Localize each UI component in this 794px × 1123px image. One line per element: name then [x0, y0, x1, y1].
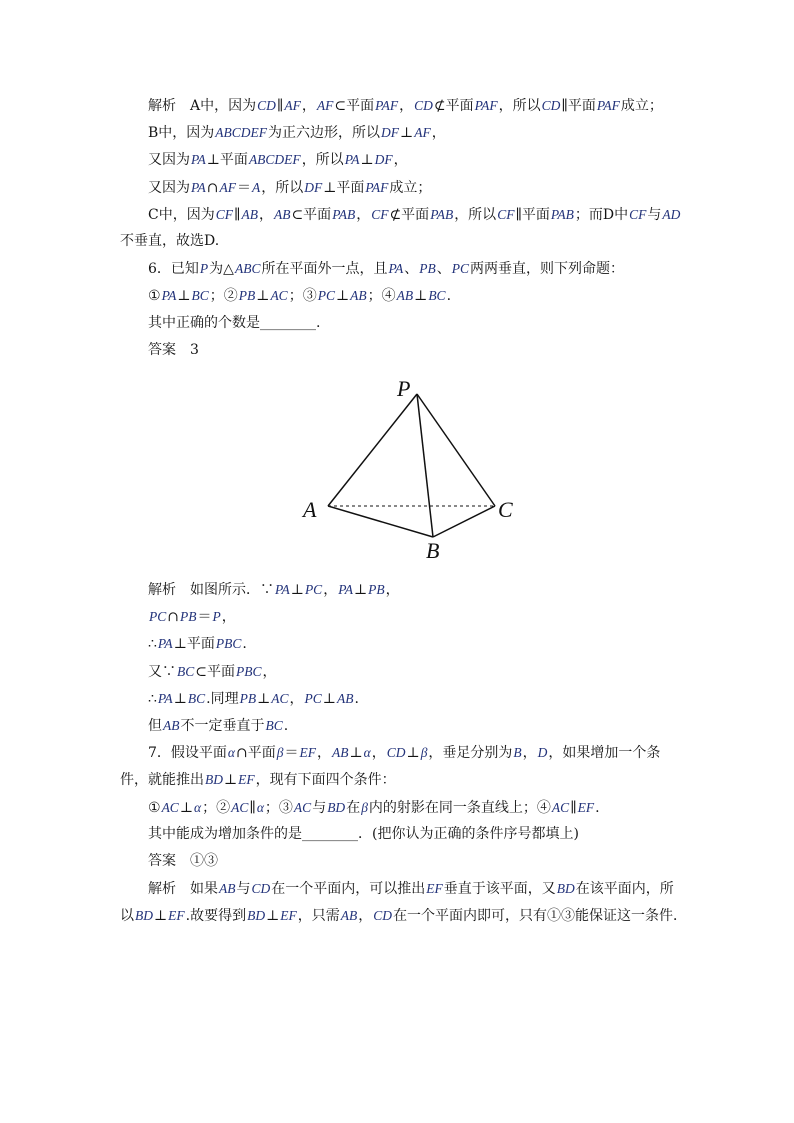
math-variable: β — [361, 799, 368, 815]
math-variable: BD — [247, 908, 266, 924]
text-run: ∥平面 — [561, 98, 596, 114]
text-run: 在一个平面内，可以推出 — [271, 881, 426, 898]
math-variable: EF — [238, 772, 255, 788]
math-variable: PC — [304, 582, 323, 597]
text-run: ， — [399, 98, 414, 114]
vertex-label-b: B — [426, 538, 440, 563]
text-run: ⊥ — [173, 690, 187, 707]
math-variable: AB — [273, 206, 291, 222]
edge-ab — [328, 506, 433, 537]
math-variable: AF — [414, 125, 431, 141]
text-run: 内的射影在同一条直线上；④ — [368, 799, 551, 816]
text-run: 6．已知 — [148, 261, 199, 278]
text-run: 件，就能推出 — [120, 772, 204, 789]
text-run: 其中正确的个数是________. — [148, 314, 321, 331]
math-variable: BD — [556, 881, 575, 897]
text-run: 解析 A中，因为 — [148, 98, 257, 114]
edge-pa — [328, 394, 417, 506]
text-run: ⊥ — [414, 288, 428, 305]
math-variable: PA — [191, 179, 206, 195]
math-variable: AC — [551, 799, 570, 815]
math-variable: AB — [336, 690, 354, 706]
text-run: ＝ — [237, 179, 251, 196]
math-variable: CF — [215, 206, 233, 222]
text-run: 7．假设平面 — [148, 745, 227, 762]
text-run: . — [446, 288, 452, 305]
math-variable: CD — [251, 881, 271, 897]
math-variable: β — [276, 745, 284, 761]
math-variable: ABC — [234, 261, 261, 277]
math-variable: AB — [340, 908, 358, 924]
math-variable: A — [252, 179, 261, 195]
math-variable: α — [194, 799, 202, 815]
math-variable: AF — [219, 179, 236, 195]
text-run: 但 — [148, 717, 162, 734]
vertex-label-p: P — [397, 376, 411, 401]
text-run: ∥ — [233, 206, 241, 223]
math-variable: DF — [381, 125, 400, 141]
q6-solution-line — [120, 712, 720, 739]
text-run: 在该平面内，所 — [575, 881, 674, 898]
math-variable: PBC — [236, 663, 262, 679]
text-run: ⊥ — [349, 745, 363, 762]
math-variable: PB — [368, 582, 385, 597]
text-run: ， — [385, 582, 400, 598]
text-run: ∩ — [206, 179, 219, 196]
math-variable: AB — [396, 288, 414, 304]
text-run: ⊥ — [257, 690, 271, 707]
text-run: ⊂平面 — [195, 663, 235, 680]
text-run: ⊥ — [154, 908, 168, 925]
text-run: 不垂直，故选D. — [120, 232, 220, 249]
math-variable: α — [256, 799, 264, 815]
upper-text-block — [120, 92, 720, 364]
math-variable: AF — [284, 98, 301, 113]
text-run: ，所以 — [301, 152, 344, 169]
math-variable: PAB — [332, 206, 356, 222]
text-run: 所在平面外一点，且 — [261, 261, 388, 278]
q7-solution-line — [120, 875, 720, 902]
q6-solution-line — [120, 658, 720, 685]
text-run: . — [595, 799, 600, 816]
q6-answer-line — [120, 337, 720, 364]
math-variable: AC — [231, 799, 249, 815]
math-variable: CD — [386, 745, 406, 761]
text-run: ，如果增加一个条 — [548, 745, 661, 762]
math-variable: CD — [373, 908, 393, 924]
text-run: 为△ — [209, 261, 234, 278]
math-variable: PC — [451, 261, 469, 277]
math-variable: PAB — [430, 206, 454, 222]
text-run: 不一定垂直于 — [180, 717, 265, 734]
math-variable: PA — [388, 261, 404, 277]
math-variable: BC — [191, 288, 209, 304]
math-variable: PA — [157, 636, 173, 652]
math-variable: PAF — [596, 98, 620, 113]
math-variable: PAF — [474, 98, 498, 113]
text-run: ， — [356, 206, 371, 223]
math-variable: P — [199, 261, 209, 277]
math-variable: α — [363, 745, 371, 761]
text-run: 与 — [236, 881, 251, 898]
text-run: 其中能成为增加条件的是________．(把你认为正确的条件序号都填上) — [148, 825, 579, 842]
math-variable: CF — [497, 206, 515, 222]
math-variable: ABCDEF — [215, 125, 268, 141]
math-variable: BC — [265, 717, 283, 733]
text-run: ① — [148, 799, 161, 816]
math-variable: BC — [177, 663, 195, 679]
text-run: ∩ — [167, 609, 179, 626]
text-run: ∥平面 — [515, 206, 550, 223]
math-variable: EF — [577, 799, 595, 815]
math-variable: PA — [161, 288, 177, 304]
math-variable: PB — [238, 288, 256, 304]
math-variable: PB — [239, 690, 257, 706]
text-run: 与 — [647, 206, 662, 223]
math-variable: P — [212, 609, 221, 625]
text-run: 又因为 — [148, 152, 190, 169]
math-variable: CF — [629, 206, 647, 222]
text-run: ⊥平面 — [206, 152, 248, 169]
text-run: ∴ — [148, 690, 157, 707]
q5-solution-line — [120, 119, 720, 146]
text-run: ， — [371, 745, 386, 762]
text-run: ⊥ — [179, 799, 193, 816]
math-variable: ABCDEF — [248, 152, 301, 168]
text-run: ⊄平面 — [433, 98, 474, 114]
math-variable: B — [513, 745, 522, 761]
vertex-label-c: C — [498, 497, 513, 522]
text-run: ∥ — [276, 98, 284, 114]
math-variable: CD — [414, 98, 433, 113]
text-run: ⊥ — [266, 908, 280, 925]
text-run: 成立； — [389, 179, 432, 196]
lower-text-block — [120, 576, 720, 929]
math-variable: PA — [338, 582, 353, 597]
text-run: ；而D中 — [574, 206, 629, 223]
math-variable: CF — [371, 206, 389, 222]
q5-solution-line — [120, 92, 720, 119]
text-run: ，只需 — [297, 908, 340, 925]
math-variable: EF — [168, 908, 185, 924]
text-run: 成立； — [620, 98, 663, 114]
text-run: ，现有下面四个条件： — [255, 772, 396, 789]
q6-solution-line — [120, 603, 720, 630]
text-run: .故要得到 — [185, 908, 247, 925]
math-variable: AD — [662, 206, 681, 222]
text-run: ， — [301, 98, 316, 114]
text-run: ，所以 — [498, 98, 541, 114]
text-run: ， — [289, 690, 304, 707]
q5-solution-line — [120, 201, 720, 228]
text-run: ；② — [209, 288, 238, 305]
math-variable: PA — [191, 152, 206, 168]
math-variable: β — [420, 745, 428, 761]
math-variable: PB — [180, 609, 197, 625]
text-run: ， — [393, 152, 408, 169]
math-variable: DF — [374, 152, 393, 168]
text-run: ，垂足分别为 — [428, 745, 513, 762]
text-run: ，所以 — [454, 206, 497, 223]
text-run: ⊥ — [290, 582, 304, 598]
text-run: ＝ — [284, 745, 299, 762]
text-run: ，所以 — [261, 179, 304, 196]
q5-solution-line — [120, 228, 720, 255]
math-variable: BD — [205, 772, 223, 788]
math-variable: EF — [426, 881, 443, 897]
q7-answer-line — [120, 848, 720, 875]
text-run: 为正六边形，所以 — [268, 125, 381, 142]
text-run: ⊥ — [353, 582, 368, 598]
text-run: ；③ — [288, 288, 317, 305]
math-variable: PAB — [550, 206, 574, 222]
tetrahedron-figure — [297, 367, 523, 571]
math-variable: PB — [419, 261, 436, 277]
text-run: ⊥ — [406, 745, 420, 762]
text-run: 又因为 — [148, 179, 190, 196]
math-variable: PC — [304, 690, 322, 706]
q7-stem-line — [120, 794, 720, 821]
text-run: B中，因为 — [148, 125, 215, 142]
text-run: 答案 ①③ — [148, 852, 218, 869]
math-variable: AC — [270, 288, 288, 304]
math-variable: BD — [135, 908, 153, 924]
text-run: ；④ — [367, 288, 396, 305]
q7-stem-line — [120, 766, 720, 793]
text-run: ， — [358, 908, 373, 925]
math-variable: DF — [304, 179, 323, 195]
text-run: C中，因为 — [148, 206, 215, 223]
text-run: ， — [221, 609, 236, 626]
q7-stem-line — [120, 739, 720, 766]
text-run: ＝ — [197, 609, 212, 626]
q6-solution-line — [120, 630, 720, 657]
text-run: ， — [431, 125, 446, 142]
text-run: ⊥ — [322, 690, 336, 707]
math-variable: AB — [350, 288, 367, 304]
text-run: 解析 如图所示．∵ — [148, 582, 274, 598]
math-variable: AB — [241, 206, 258, 222]
math-variable: AC — [161, 799, 179, 815]
math-variable: AF — [316, 98, 334, 113]
q5-solution-line — [120, 146, 720, 173]
q6-solution-line — [120, 685, 720, 712]
text-run: ⊂平面 — [291, 206, 332, 223]
math-variable: BC — [187, 690, 206, 706]
text-run: 两两垂直，则下列命题： — [469, 261, 624, 278]
math-variable: BC — [428, 288, 446, 304]
text-run: ⊥ — [256, 288, 270, 305]
text-run: ， — [316, 745, 331, 762]
text-run: ⊥ — [335, 288, 350, 305]
math-variable: α — [227, 745, 236, 761]
q6-stem-line — [120, 310, 720, 337]
math-variable: AB — [163, 717, 180, 733]
q6-solution-line — [120, 576, 720, 603]
math-variable: PA — [344, 152, 360, 168]
text-run: ⊥ — [177, 288, 191, 305]
text-run: ⊥平面 — [323, 179, 365, 196]
math-variable: AB — [219, 881, 236, 897]
text-run: 又∵ — [148, 663, 176, 680]
text-run: 在一个平面内即可，只有①③能保证这一条件． — [393, 908, 688, 925]
text-run: 在 — [346, 799, 361, 816]
text-run: ∩平面 — [236, 745, 276, 762]
math-variable: PA — [157, 690, 173, 706]
vertex-label-a: A — [303, 497, 317, 522]
text-run: ⊥ — [360, 152, 374, 169]
text-run: ；② — [202, 799, 231, 816]
text-run: ⊥ — [400, 125, 414, 142]
math-variable: AC — [271, 690, 289, 706]
math-variable: D — [537, 745, 548, 761]
q7-stem-line — [120, 821, 720, 848]
text-run: 、 — [404, 261, 419, 278]
q7-solution-line — [120, 902, 720, 929]
text-run: . — [354, 690, 359, 707]
math-variable: EF — [299, 745, 316, 761]
text-run: ， — [323, 582, 338, 598]
edge-bc — [433, 506, 495, 537]
math-variable: CD — [541, 98, 561, 113]
text-run: . — [242, 636, 247, 653]
text-run: 垂直于该平面，又 — [443, 881, 556, 898]
math-variable: EF — [280, 908, 297, 924]
math-variable: PAF — [375, 98, 399, 113]
math-variable: AC — [293, 799, 312, 815]
text-run: ① — [148, 288, 161, 305]
text-run: 解析 如果 — [148, 881, 218, 898]
text-run: ， — [522, 745, 537, 762]
math-variable: PBC — [215, 636, 242, 652]
text-run: ∴ — [148, 636, 157, 653]
math-variable: PC — [149, 609, 167, 625]
math-variable: PAF — [365, 179, 389, 195]
text-run: ∥ — [570, 799, 577, 816]
text-run: ∥ — [249, 799, 256, 816]
text-run: . — [283, 717, 289, 734]
text-run: 以 — [120, 908, 134, 925]
text-run: ， — [262, 663, 277, 680]
math-variable: AB — [331, 745, 349, 761]
text-run: 与 — [312, 799, 327, 816]
text-run: .同理 — [206, 690, 239, 707]
edge-pb — [417, 394, 433, 537]
math-variable: PC — [317, 288, 335, 304]
text-run: ⊂平面 — [334, 98, 375, 114]
text-run: ⊥平面 — [173, 636, 215, 653]
math-variable: PA — [275, 582, 290, 597]
text-run: ；③ — [264, 799, 293, 816]
text-run: 、 — [436, 261, 451, 278]
edge-pc — [417, 394, 495, 506]
text-run: ⊥ — [224, 772, 238, 789]
math-variable: CD — [257, 98, 276, 113]
q5-solution-line — [120, 174, 720, 201]
q6-stem-line — [120, 255, 720, 282]
q6-stem-line — [120, 282, 720, 309]
math-variable: BD — [327, 799, 346, 815]
text-run: ， — [258, 206, 273, 223]
text-run: 答案 3 — [148, 341, 199, 358]
text-run: ⊄平面 — [389, 206, 430, 223]
